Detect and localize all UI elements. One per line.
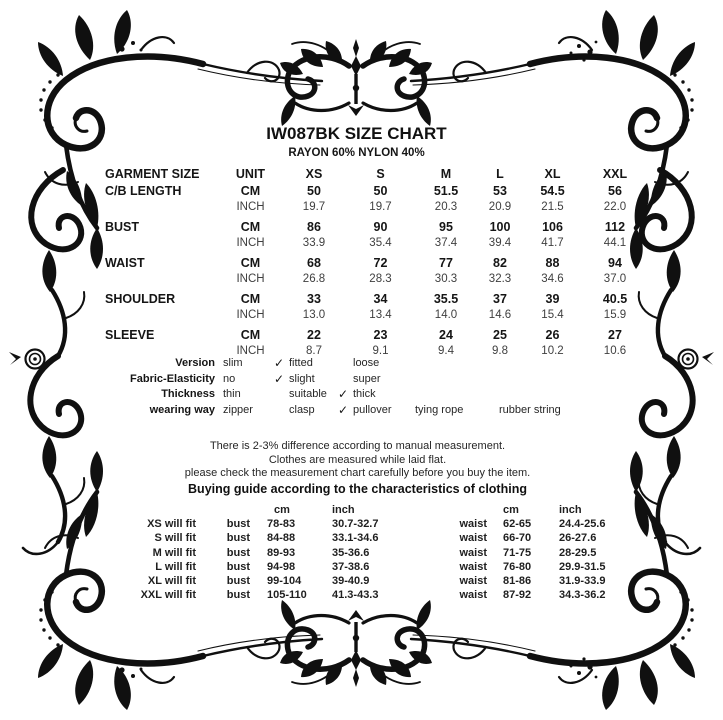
value-xs: 26.8 (302, 273, 326, 285)
feature-row (57, 403, 605, 419)
measurement-label: SHOULDER (105, 291, 176, 306)
note-line-2: Clothes are measured while laid flat. (268, 453, 447, 466)
value-l: 25 (493, 327, 507, 342)
value-l: 82 (493, 255, 507, 270)
header-cm-waist: cm (503, 504, 519, 516)
feature-option-5: rubber string (499, 403, 561, 416)
bust-cm-range: 89-93 (267, 546, 296, 559)
feature-option-2: clasp (289, 403, 315, 416)
bust-label: bust (226, 574, 250, 587)
value-s: 50 (373, 183, 388, 198)
waist-inch-range: 28-29.5 (559, 546, 597, 559)
feature-option-4 (415, 372, 499, 388)
feature-option-1: thin (223, 388, 241, 400)
value-l: 14.6 (488, 309, 512, 321)
size-table-row (105, 199, 649, 216)
header-spacer (401, 503, 491, 517)
measurement-notes (0, 440, 715, 497)
unit-cell: INCH (236, 201, 265, 213)
waist-inch-range: 34.3-36.2 (559, 589, 606, 602)
value-xxl: 37.0 (603, 273, 627, 285)
value-xs: 86 (307, 219, 321, 234)
value-s: 72 (373, 255, 388, 270)
unit-cell: CM (240, 327, 261, 342)
value-xs: 19.7 (302, 201, 326, 213)
value-xl: 54.5 (540, 183, 565, 198)
checkmark-icon (269, 387, 289, 403)
bust-inch-range: 41.3-43.3 (332, 589, 379, 602)
waist-inch-range: 29.9-31.5 (559, 560, 606, 573)
waist-label: waist (459, 518, 487, 531)
measurement-label: WAIST (105, 255, 145, 270)
checkmark-icon: ✓ (337, 387, 349, 401)
feature-option-5 (499, 356, 605, 372)
value-l: 37 (493, 291, 507, 306)
unit-cell: INCH (236, 345, 265, 357)
value-s: 90 (373, 219, 388, 234)
value-xs: 50 (307, 183, 321, 198)
value-xs: 13.0 (302, 309, 326, 321)
measurement-label (105, 271, 218, 288)
size-table-row (105, 271, 649, 288)
measurement-label (105, 307, 218, 324)
value-s: 34 (373, 291, 388, 306)
header-inch-waist: inch (559, 504, 582, 516)
bust-label: bust (226, 518, 250, 531)
value-m: 20.3 (434, 201, 458, 213)
unit-cell: CM (240, 219, 261, 234)
value-xxl: 27 (608, 327, 622, 342)
note-line-3: please check the measurement chart carefully before you buy the item. (184, 467, 531, 479)
value-xl: 15.4 (541, 309, 564, 321)
header-xl: XL (544, 167, 561, 181)
bust-cm-range: 94-98 (267, 560, 296, 573)
value-xl: 10.2 (541, 345, 564, 357)
buying-guide-heading: Buying guide according to the characteristics of clothing (188, 481, 527, 496)
buying-guide-row (88, 588, 654, 602)
feature-option-2: slight (289, 372, 315, 385)
size-table-row (105, 327, 649, 344)
size-table-row (105, 219, 649, 236)
waist-cm-range: 62-65 (503, 518, 532, 531)
header-l: L (496, 167, 504, 181)
value-xs: 22 (307, 327, 321, 342)
measurement-label: C/B LENGTH (105, 183, 182, 198)
bust-cm-range: 99-104 (267, 574, 302, 587)
header-spacer (88, 503, 196, 517)
waist-cm-range: 66-70 (503, 532, 532, 545)
page-title: IW087BK SIZE CHART (266, 124, 447, 143)
value-m: 9.4 (438, 345, 454, 357)
value-m: 35.5 (433, 291, 459, 306)
bust-inch-range: 30.7-32.7 (332, 518, 379, 531)
value-m: 77 (439, 255, 453, 270)
header-inch-bust: inch (332, 504, 355, 516)
measurement-label (105, 235, 218, 252)
measurement-label: SLEEVE (105, 327, 155, 342)
value-xxl: 22.0 (603, 201, 627, 213)
fit-size-label: XS will fit (147, 518, 196, 531)
value-xl: 106 (542, 219, 563, 234)
value-l: 53 (493, 183, 507, 198)
bust-inch-range: 37-38.6 (332, 560, 370, 573)
value-m: 30.3 (434, 273, 458, 285)
bust-label: bust (226, 532, 250, 545)
value-m: 24 (439, 327, 453, 342)
size-table-row (105, 307, 649, 324)
value-s: 19.7 (369, 201, 392, 213)
size-table-row (105, 291, 649, 308)
feature-option-3: super (353, 372, 381, 385)
note-line-1: There is 2-3% difference according to manual measurement. (209, 440, 506, 452)
unit-cell: CM (240, 255, 261, 270)
value-m: 14.0 (434, 309, 458, 321)
fit-size-label: XL will fit (147, 574, 196, 587)
feature-option-5 (499, 372, 605, 388)
value-xl: 34.6 (541, 273, 564, 285)
feature-option-2: suitable (289, 388, 327, 400)
size-table-header-row (105, 166, 649, 183)
feature-option-4 (415, 387, 499, 403)
value-xxl: 112 (604, 219, 626, 234)
header-m: M (440, 167, 452, 181)
value-xxl: 40.5 (602, 291, 628, 306)
waist-label: waist (459, 546, 487, 559)
header-cm-bust: cm (274, 504, 290, 516)
value-m: 37.4 (434, 237, 458, 249)
bust-cm-range: 78-83 (267, 518, 296, 531)
value-s: 9.1 (372, 345, 389, 357)
unit-cell: INCH (236, 237, 265, 249)
buying-guide-row (88, 546, 654, 560)
waist-label: waist (459, 574, 487, 587)
waist-label: waist (459, 560, 487, 573)
feature-option-3: thick (353, 388, 376, 400)
feature-label: Thickness (161, 388, 215, 400)
bust-inch-range: 33.1-34.6 (332, 532, 379, 545)
waist-cm-range: 71-75 (503, 546, 532, 559)
feature-option-3: loose (353, 357, 380, 369)
size-table-row (105, 183, 649, 200)
value-l: 100 (489, 219, 511, 234)
value-l: 9.8 (492, 345, 508, 357)
header-s: S (376, 167, 385, 181)
feature-option-4: tying rope (415, 403, 464, 416)
header-unit: UNIT (235, 167, 266, 181)
value-xs: 33.9 (302, 237, 326, 249)
feature-option-4 (415, 356, 499, 372)
checkmark-icon (333, 356, 353, 372)
buying-guide-row (88, 517, 654, 531)
value-xs: 33 (307, 291, 321, 306)
bust-label: bust (226, 560, 250, 573)
waist-label: waist (459, 589, 487, 602)
waist-cm-range: 87-92 (503, 589, 532, 602)
checkmark-icon: ✓ (273, 371, 285, 386)
fit-size-label: M will fit (152, 546, 196, 559)
waist-label: waist (459, 532, 487, 545)
feature-label: Fabric-Elasticity (130, 372, 215, 385)
checkmark-icon (269, 403, 289, 419)
waist-inch-range: 26-27.6 (559, 532, 597, 545)
value-xxl: 94 (608, 255, 622, 270)
feature-option-1: zipper (223, 403, 253, 416)
bust-inch-range: 35-36.6 (332, 546, 370, 559)
feature-row (57, 372, 605, 388)
buying-guide-row (88, 574, 654, 588)
waist-inch-range: 31.9-33.9 (559, 574, 606, 587)
feature-option-1: no (223, 372, 236, 385)
header-xxl: XXL (602, 167, 628, 181)
checkmark-icon (333, 372, 353, 388)
value-xl: 21.5 (541, 201, 564, 213)
unit-cell: CM (240, 291, 261, 306)
value-xxl: 56 (608, 183, 622, 198)
checkmark-icon: ✓ (273, 356, 285, 370)
value-xxl: 44.1 (603, 237, 627, 249)
garment-size-table (105, 166, 649, 363)
size-table-row (105, 255, 649, 272)
fit-size-label: S will fit (154, 532, 196, 545)
feature-option-2: fitted (289, 357, 313, 369)
fabric-composition: RAYON 60% NYLON 40% (288, 147, 425, 159)
value-xs: 68 (307, 255, 321, 270)
value-s: 28.3 (369, 273, 392, 285)
measurement-label (105, 199, 218, 216)
waist-inch-range: 24.4-25.6 (559, 518, 606, 531)
feature-option-1: slim (223, 357, 243, 369)
buying-guide-row (88, 560, 654, 574)
waist-cm-range: 81-86 (503, 574, 532, 587)
garment-features (57, 356, 605, 418)
bust-inch-range: 39-40.9 (332, 574, 370, 587)
value-xl: 26 (545, 327, 560, 342)
feature-label: Version (175, 357, 215, 369)
buying-guide-row (88, 531, 654, 545)
value-l: 32.3 (488, 273, 512, 285)
bust-label: bust (226, 546, 250, 559)
fit-size-label: XXL will fit (140, 589, 196, 602)
value-xxl: 10.6 (603, 345, 627, 357)
value-s: 13.4 (369, 309, 392, 321)
feature-row (57, 387, 605, 403)
size-table-row (105, 235, 649, 252)
value-xl: 41.7 (541, 237, 564, 249)
feature-row (57, 356, 605, 372)
waist-cm-range: 76-80 (503, 560, 532, 573)
value-m: 95 (439, 219, 453, 234)
unit-cell: CM (240, 183, 261, 198)
value-s: 35.4 (369, 237, 392, 249)
value-xl: 39 (545, 291, 560, 306)
checkmark-icon: ✓ (337, 402, 349, 417)
header-garment-size: GARMENT SIZE (105, 167, 200, 181)
unit-cell: INCH (236, 273, 265, 285)
header-xs: XS (305, 167, 323, 181)
feature-label: wearing way (149, 403, 215, 416)
value-xxl: 15.9 (603, 309, 627, 321)
value-xs: 8.7 (306, 345, 322, 357)
value-xl: 88 (545, 255, 560, 270)
bust-label: bust (226, 589, 250, 602)
bust-cm-range: 84-88 (267, 532, 296, 545)
buying-guide-header-row (88, 503, 654, 517)
feature-option-3: pullover (353, 403, 392, 416)
buying-guide-table (88, 503, 654, 602)
feature-option-5 (499, 387, 605, 403)
value-l: 39.4 (488, 237, 512, 249)
value-m: 51.5 (433, 183, 459, 198)
bust-cm-range: 105-110 (267, 589, 307, 602)
unit-cell: INCH (236, 309, 265, 321)
fit-size-label: L will fit (155, 560, 196, 573)
header-spacer (196, 503, 260, 517)
value-s: 23 (373, 327, 388, 342)
measurement-label: BUST (105, 219, 140, 234)
value-l: 20.9 (488, 201, 512, 213)
